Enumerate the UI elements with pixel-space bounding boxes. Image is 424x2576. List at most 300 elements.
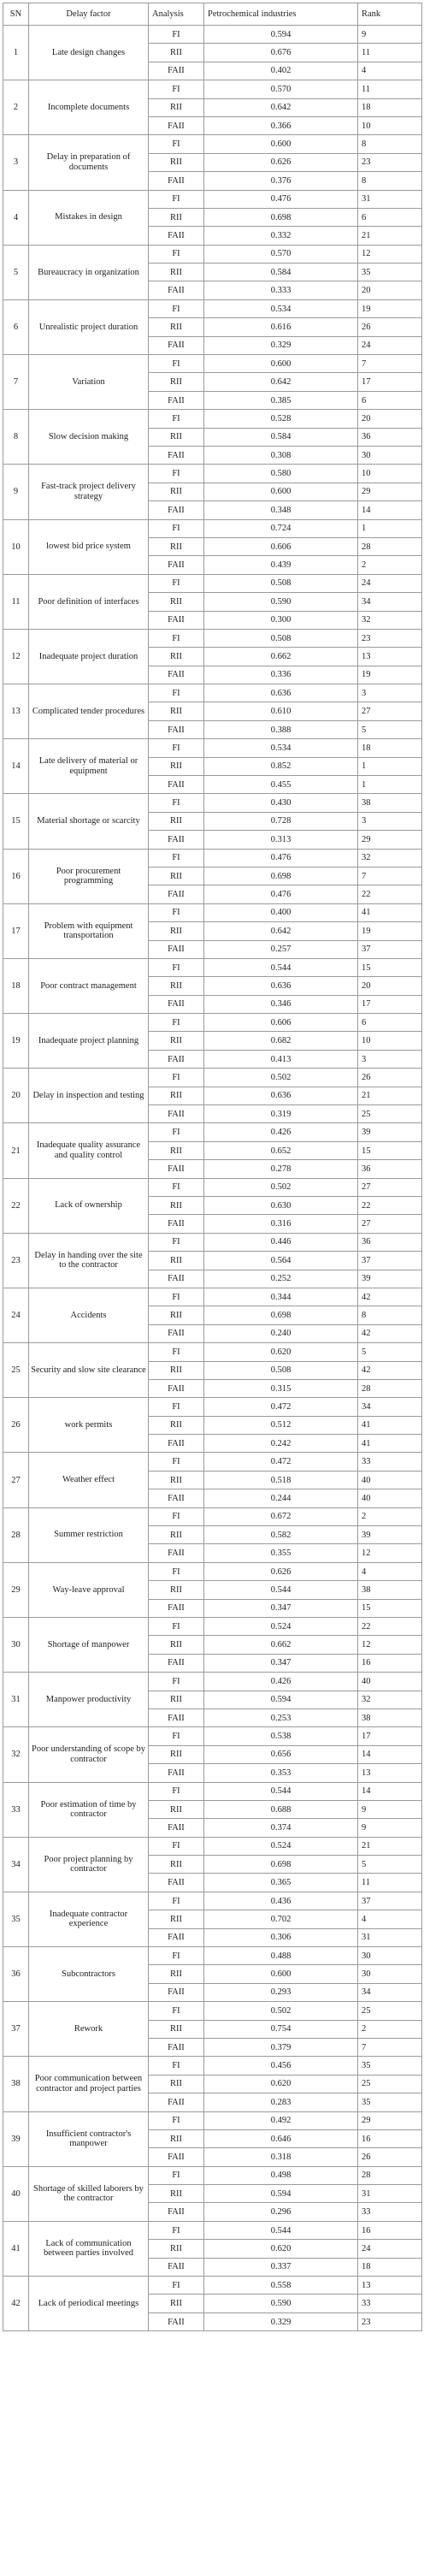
- table-row: [3, 2111, 422, 2129]
- analysis-cell: FAII: [149, 1599, 204, 1617]
- sn-cell: 15: [3, 794, 29, 849]
- table-row: [3, 355, 422, 373]
- table-row: [3, 1123, 422, 1141]
- table-row: [3, 1343, 422, 1361]
- header-value: Petrochemical industries: [204, 3, 358, 26]
- value-cell: 0.472: [204, 1398, 358, 1416]
- rank-cell: 21: [358, 1837, 422, 1855]
- rank-cell: 9: [358, 1800, 422, 1818]
- value-cell: 0.682: [204, 1032, 358, 1050]
- value-cell: 0.476: [204, 885, 358, 903]
- value-cell: 0.346: [204, 995, 358, 1013]
- value-cell: 0.594: [204, 2185, 358, 2203]
- analysis-cell: FI: [149, 2277, 204, 2295]
- sn-cell: 8: [3, 410, 29, 465]
- table-row: [3, 26, 422, 44]
- rank-cell: 28: [358, 1379, 422, 1397]
- value-cell: 0.376: [204, 172, 358, 190]
- analysis-cell: FI: [149, 1233, 204, 1251]
- analysis-cell: FAII: [149, 1435, 204, 1453]
- analysis-cell: RII: [149, 2020, 204, 2038]
- rank-cell: 24: [358, 2240, 422, 2258]
- value-cell: 0.852: [204, 757, 358, 775]
- rank-cell: 2: [358, 2020, 422, 2038]
- rank-cell: 3: [358, 812, 422, 830]
- analysis-cell: RII: [149, 757, 204, 775]
- sn-cell: 36: [3, 1947, 29, 2002]
- header-row: [3, 3, 422, 26]
- table-row: [3, 1398, 422, 1416]
- sn-cell: 33: [3, 1782, 29, 1837]
- value-cell: 0.313: [204, 831, 358, 849]
- value-cell: 0.242: [204, 1435, 358, 1453]
- sn-cell: 29: [3, 1562, 29, 1617]
- rank-cell: 1: [358, 757, 422, 775]
- rank-cell: 29: [358, 483, 422, 500]
- analysis-cell: RII: [149, 1856, 204, 1874]
- sn-cell: 22: [3, 1178, 29, 1233]
- rank-cell: 42: [358, 1361, 422, 1379]
- delay-factor-cell: Lack of ownership: [29, 1178, 149, 1233]
- analysis-cell: FI: [149, 1123, 204, 1141]
- value-cell: 0.698: [204, 208, 358, 226]
- value-cell: 0.508: [204, 574, 358, 592]
- delay-factor-cell: Fast-track project delivery strategy: [29, 465, 149, 519]
- rank-cell: 41: [358, 903, 422, 921]
- analysis-cell: FAII: [149, 666, 204, 684]
- rank-cell: 37: [358, 940, 422, 958]
- analysis-cell: FAII: [149, 1819, 204, 1837]
- value-cell: 0.240: [204, 1324, 358, 1342]
- analysis-cell: FI: [149, 26, 204, 44]
- analysis-cell: FAII: [149, 940, 204, 958]
- analysis-cell: RII: [149, 153, 204, 171]
- rank-cell: 2: [358, 1507, 422, 1525]
- rank-cell: 8: [358, 172, 422, 190]
- analysis-cell: FI: [149, 1837, 204, 1855]
- rank-cell: 32: [358, 849, 422, 867]
- value-cell: 0.413: [204, 1050, 358, 1068]
- rank-cell: 28: [358, 537, 422, 555]
- delay-factor-cell: Poor procurement programming: [29, 849, 149, 903]
- value-cell: 0.724: [204, 519, 358, 537]
- delay-factor-cell: work permits: [29, 1398, 149, 1453]
- analysis-cell: RII: [149, 1087, 204, 1104]
- value-cell: 0.244: [204, 1489, 358, 1507]
- analysis-cell: FAII: [149, 116, 204, 134]
- delay-factor-cell: Variation: [29, 355, 149, 410]
- analysis-cell: RII: [149, 593, 204, 611]
- value-cell: 0.329: [204, 2312, 358, 2330]
- rank-cell: 14: [358, 501, 422, 519]
- header-analysis: Analysis: [149, 3, 204, 26]
- rank-cell: 14: [358, 1745, 422, 1763]
- value-cell: 0.508: [204, 629, 358, 647]
- rank-cell: 25: [358, 2002, 422, 2020]
- value-cell: 0.318: [204, 2148, 358, 2166]
- analysis-cell: RII: [149, 1581, 204, 1599]
- analysis-cell: FI: [149, 2002, 204, 2020]
- analysis-cell: FI: [149, 574, 204, 592]
- rank-cell: 15: [358, 1141, 422, 1159]
- rank-cell: 6: [358, 208, 422, 226]
- value-cell: 0.620: [204, 1343, 358, 1361]
- rank-cell: 39: [358, 1123, 422, 1141]
- delay-factor-cell: lowest bid price system: [29, 519, 149, 574]
- analysis-cell: FAII: [149, 501, 204, 519]
- rank-cell: 9: [358, 1819, 422, 1837]
- rank-cell: 35: [358, 264, 422, 281]
- delay-factor-cell: Poor contract management: [29, 958, 149, 1013]
- analysis-cell: FAII: [149, 391, 204, 409]
- rank-cell: 42: [358, 1288, 422, 1306]
- analysis-cell: FI: [149, 519, 204, 537]
- delay-factor-cell: Slow decision making: [29, 410, 149, 465]
- table-row: [3, 1673, 422, 1691]
- value-cell: 0.253: [204, 1708, 358, 1726]
- rank-cell: 36: [358, 1233, 422, 1251]
- analysis-cell: FAII: [149, 995, 204, 1013]
- table-row: [3, 629, 422, 647]
- analysis-cell: FI: [149, 1782, 204, 1800]
- analysis-cell: RII: [149, 428, 204, 446]
- value-cell: 0.594: [204, 1691, 358, 1708]
- table-row: [3, 1178, 422, 1196]
- rank-cell: 5: [358, 720, 422, 738]
- rank-cell: 8: [358, 135, 422, 153]
- analysis-cell: FI: [149, 684, 204, 702]
- value-cell: 0.472: [204, 1453, 358, 1471]
- rank-cell: 20: [358, 410, 422, 428]
- analysis-cell: FAII: [149, 1983, 204, 2001]
- rank-cell: 37: [358, 1892, 422, 1910]
- rank-cell: 21: [358, 227, 422, 245]
- sn-cell: 31: [3, 1673, 29, 1727]
- analysis-cell: RII: [149, 812, 204, 830]
- rank-cell: 34: [358, 1398, 422, 1416]
- delay-factor-cell: Lack of periodical meetings: [29, 2277, 149, 2331]
- rank-cell: 4: [358, 62, 422, 80]
- table-row: [3, 794, 422, 812]
- rank-cell: 6: [358, 1014, 422, 1032]
- analysis-cell: FAII: [149, 1215, 204, 1233]
- rank-cell: 36: [358, 428, 422, 446]
- rank-cell: 34: [358, 593, 422, 611]
- value-cell: 0.502: [204, 1069, 358, 1087]
- rank-cell: 22: [358, 1197, 422, 1215]
- table-row: [3, 519, 422, 537]
- value-cell: 0.600: [204, 135, 358, 153]
- analysis-cell: RII: [149, 867, 204, 885]
- sn-cell: 13: [3, 684, 29, 739]
- delay-factor-cell: Lack of communication between parties involved: [29, 2221, 149, 2276]
- analysis-cell: FAII: [149, 611, 204, 629]
- sn-cell: 11: [3, 574, 29, 629]
- analysis-cell: RII: [149, 2295, 204, 2312]
- table-row: [3, 1453, 422, 1471]
- value-cell: 0.439: [204, 556, 358, 574]
- table-row: [3, 1892, 422, 1910]
- analysis-cell: RII: [149, 44, 204, 62]
- rank-cell: 30: [358, 1947, 422, 1965]
- rank-cell: 40: [358, 1673, 422, 1691]
- delay-factor-cell: Material shortage or scarcity: [29, 794, 149, 849]
- analysis-cell: RII: [149, 1526, 204, 1544]
- table-row: [3, 1288, 422, 1306]
- delay-factor-cell: Delay in preparation of documents: [29, 135, 149, 190]
- delay-factor-cell: Late delivery of material or equipment: [29, 739, 149, 794]
- table-row: [3, 903, 422, 921]
- analysis-cell: FI: [149, 1288, 204, 1306]
- delay-factor-cell: Poor definition of interfaces: [29, 574, 149, 629]
- analysis-cell: FI: [149, 1178, 204, 1196]
- rank-cell: 28: [358, 2166, 422, 2184]
- value-cell: 0.379: [204, 2038, 358, 2056]
- value-cell: 0.636: [204, 977, 358, 995]
- table-row: [3, 410, 422, 428]
- value-cell: 0.688: [204, 1800, 358, 1818]
- rank-cell: 11: [358, 80, 422, 98]
- delay-factor-cell: Shortage of skilled laborers by the contractor: [29, 2166, 149, 2221]
- value-cell: 0.580: [204, 465, 358, 483]
- value-cell: 0.528: [204, 410, 358, 428]
- delay-factor-cell: Shortage of manpower: [29, 1617, 149, 1672]
- rank-cell: 13: [358, 648, 422, 666]
- table-row: [3, 2057, 422, 2075]
- value-cell: 0.498: [204, 2166, 358, 2184]
- analysis-cell: FAII: [149, 2093, 204, 2111]
- value-cell: 0.347: [204, 1599, 358, 1617]
- value-cell: 0.344: [204, 1288, 358, 1306]
- rank-cell: 6: [358, 391, 422, 409]
- value-cell: 0.626: [204, 1562, 358, 1580]
- value-cell: 0.642: [204, 373, 358, 391]
- value-cell: 0.656: [204, 1745, 358, 1763]
- analysis-cell: RII: [149, 648, 204, 666]
- analysis-cell: FAII: [149, 885, 204, 903]
- analysis-cell: RII: [149, 1361, 204, 1379]
- value-cell: 0.319: [204, 1105, 358, 1123]
- analysis-cell: RII: [149, 2185, 204, 2203]
- value-cell: 0.728: [204, 812, 358, 830]
- value-cell: 0.600: [204, 483, 358, 500]
- sn-cell: 37: [3, 2002, 29, 2057]
- analysis-cell: RII: [149, 2075, 204, 2093]
- rank-cell: 16: [358, 2221, 422, 2239]
- delay-factor-cell: Insufficient contractor's manpower: [29, 2111, 149, 2166]
- rank-cell: 27: [358, 1215, 422, 1233]
- analysis-cell: FI: [149, 1617, 204, 1635]
- analysis-cell: FAII: [149, 1489, 204, 1507]
- analysis-cell: RII: [149, 1141, 204, 1159]
- analysis-cell: FI: [149, 190, 204, 208]
- table-row: [3, 1727, 422, 1745]
- rank-cell: 13: [358, 2277, 422, 2295]
- sn-cell: 35: [3, 1892, 29, 1946]
- rank-cell: 23: [358, 629, 422, 647]
- value-cell: 0.662: [204, 648, 358, 666]
- analysis-cell: RII: [149, 702, 204, 720]
- rank-cell: 39: [358, 1526, 422, 1544]
- rank-cell: 22: [358, 885, 422, 903]
- rank-cell: 19: [358, 666, 422, 684]
- table-row: [3, 739, 422, 757]
- analysis-cell: FAII: [149, 1874, 204, 1892]
- rank-cell: 25: [358, 2075, 422, 2093]
- delay-factor-cell: Poor estimation of time by contractor: [29, 1782, 149, 1837]
- value-cell: 0.488: [204, 1947, 358, 1965]
- analysis-cell: RII: [149, 2240, 204, 2258]
- analysis-cell: RII: [149, 373, 204, 391]
- table-row: [3, 1233, 422, 1251]
- analysis-cell: RII: [149, 1910, 204, 1928]
- analysis-cell: RII: [149, 922, 204, 940]
- table-row: [3, 1947, 422, 1965]
- analysis-cell: FI: [149, 1727, 204, 1745]
- table-row: [3, 2221, 422, 2239]
- analysis-cell: FAII: [149, 336, 204, 354]
- value-cell: 0.365: [204, 1874, 358, 1892]
- rank-cell: 7: [358, 2038, 422, 2056]
- rank-cell: 17: [358, 373, 422, 391]
- sn-cell: 39: [3, 2111, 29, 2166]
- analysis-cell: FI: [149, 2166, 204, 2184]
- rank-cell: 8: [358, 1306, 422, 1324]
- analysis-cell: FI: [149, 958, 204, 976]
- sn-cell: 5: [3, 245, 29, 299]
- value-cell: 0.333: [204, 281, 358, 299]
- sn-cell: 19: [3, 1014, 29, 1069]
- rank-cell: 40: [358, 1489, 422, 1507]
- rank-cell: 25: [358, 1105, 422, 1123]
- value-cell: 0.283: [204, 2093, 358, 2111]
- rank-cell: 19: [358, 299, 422, 317]
- table-row: [3, 1069, 422, 1087]
- delay-factor-cell: Unrealistic project duration: [29, 299, 149, 354]
- sn-cell: 6: [3, 299, 29, 354]
- delay-factor-cell: Poor communication between contractor and project parties: [29, 2057, 149, 2111]
- value-cell: 0.426: [204, 1673, 358, 1691]
- analysis-cell: FAII: [149, 62, 204, 80]
- analysis-cell: RII: [149, 318, 204, 336]
- delay-factor-cell: Bureaucracy in organization: [29, 245, 149, 299]
- analysis-cell: RII: [149, 1691, 204, 1708]
- value-cell: 0.570: [204, 245, 358, 263]
- rank-cell: 3: [358, 684, 422, 702]
- delay-factor-cell: Subcontractors: [29, 1947, 149, 2002]
- rank-cell: 5: [358, 1343, 422, 1361]
- rank-cell: 37: [358, 1252, 422, 1270]
- delay-factor-cell: Delay in handing over the site to the contractor: [29, 1233, 149, 1288]
- delay-factor-cell: Rework: [29, 2002, 149, 2057]
- value-cell: 0.594: [204, 26, 358, 44]
- value-cell: 0.558: [204, 2277, 358, 2295]
- header-sn: SN: [3, 3, 29, 26]
- analysis-cell: RII: [149, 1197, 204, 1215]
- rank-cell: 18: [358, 739, 422, 757]
- sn-cell: 34: [3, 1837, 29, 1892]
- table-row: [3, 135, 422, 153]
- delay-factor-cell: Delay in inspection and testing: [29, 1069, 149, 1123]
- value-cell: 0.502: [204, 1178, 358, 1196]
- sn-cell: 38: [3, 2057, 29, 2111]
- value-cell: 0.610: [204, 702, 358, 720]
- rank-cell: 23: [358, 153, 422, 171]
- value-cell: 0.544: [204, 2221, 358, 2239]
- delay-factor-cell: Mistakes in design: [29, 190, 149, 245]
- value-cell: 0.355: [204, 1544, 358, 1562]
- analysis-cell: RII: [149, 208, 204, 226]
- rank-cell: 31: [358, 1928, 422, 1946]
- table-row: [3, 1014, 422, 1032]
- rank-cell: 11: [358, 1874, 422, 1892]
- rank-cell: 32: [358, 1691, 422, 1708]
- value-cell: 0.512: [204, 1416, 358, 1434]
- value-cell: 0.584: [204, 428, 358, 446]
- rank-cell: 16: [358, 2129, 422, 2147]
- analysis-cell: FAII: [149, 1379, 204, 1397]
- rank-cell: 29: [358, 831, 422, 849]
- value-cell: 0.630: [204, 1197, 358, 1215]
- rank-cell: 34: [358, 1983, 422, 2001]
- analysis-cell: RII: [149, 264, 204, 281]
- delay-factor-cell: Inadequate project duration: [29, 629, 149, 684]
- analysis-cell: RII: [149, 483, 204, 500]
- analysis-cell: FI: [149, 299, 204, 317]
- table-row: [3, 684, 422, 702]
- analysis-cell: FI: [149, 245, 204, 263]
- sn-cell: 9: [3, 465, 29, 519]
- rank-cell: 17: [358, 995, 422, 1013]
- analysis-cell: RII: [149, 98, 204, 116]
- value-cell: 0.315: [204, 1379, 358, 1397]
- table-row: [3, 2002, 422, 2020]
- delay-factor-cell: Inadequate project planning: [29, 1014, 149, 1069]
- value-cell: 0.402: [204, 62, 358, 80]
- analysis-cell: FAII: [149, 1654, 204, 1672]
- rank-cell: 27: [358, 1178, 422, 1196]
- rank-cell: 35: [358, 2093, 422, 2111]
- analysis-cell: FI: [149, 739, 204, 757]
- value-cell: 0.642: [204, 98, 358, 116]
- rank-cell: 36: [358, 1160, 422, 1178]
- sn-cell: 2: [3, 80, 29, 135]
- sn-cell: 1: [3, 26, 29, 80]
- value-cell: 0.590: [204, 2295, 358, 2312]
- delay-factor-cell: Accidents: [29, 1288, 149, 1342]
- analysis-cell: FAII: [149, 2203, 204, 2221]
- analysis-cell: FAII: [149, 1160, 204, 1178]
- value-cell: 0.600: [204, 1965, 358, 1983]
- value-cell: 0.590: [204, 593, 358, 611]
- value-cell: 0.652: [204, 1141, 358, 1159]
- sn-cell: 10: [3, 519, 29, 574]
- delay-factor-cell: Late design changes: [29, 26, 149, 80]
- sn-cell: 20: [3, 1069, 29, 1123]
- rank-cell: 40: [358, 1471, 422, 1489]
- rank-cell: 5: [358, 1856, 422, 1874]
- rank-cell: 30: [358, 1965, 422, 1983]
- analysis-cell: FI: [149, 80, 204, 98]
- rank-cell: 38: [358, 1708, 422, 1726]
- rank-cell: 14: [358, 1782, 422, 1800]
- sn-cell: 7: [3, 355, 29, 410]
- value-cell: 0.606: [204, 1014, 358, 1032]
- value-cell: 0.336: [204, 666, 358, 684]
- value-cell: 0.582: [204, 1526, 358, 1544]
- value-cell: 0.316: [204, 1215, 358, 1233]
- analysis-cell: RII: [149, 1252, 204, 1270]
